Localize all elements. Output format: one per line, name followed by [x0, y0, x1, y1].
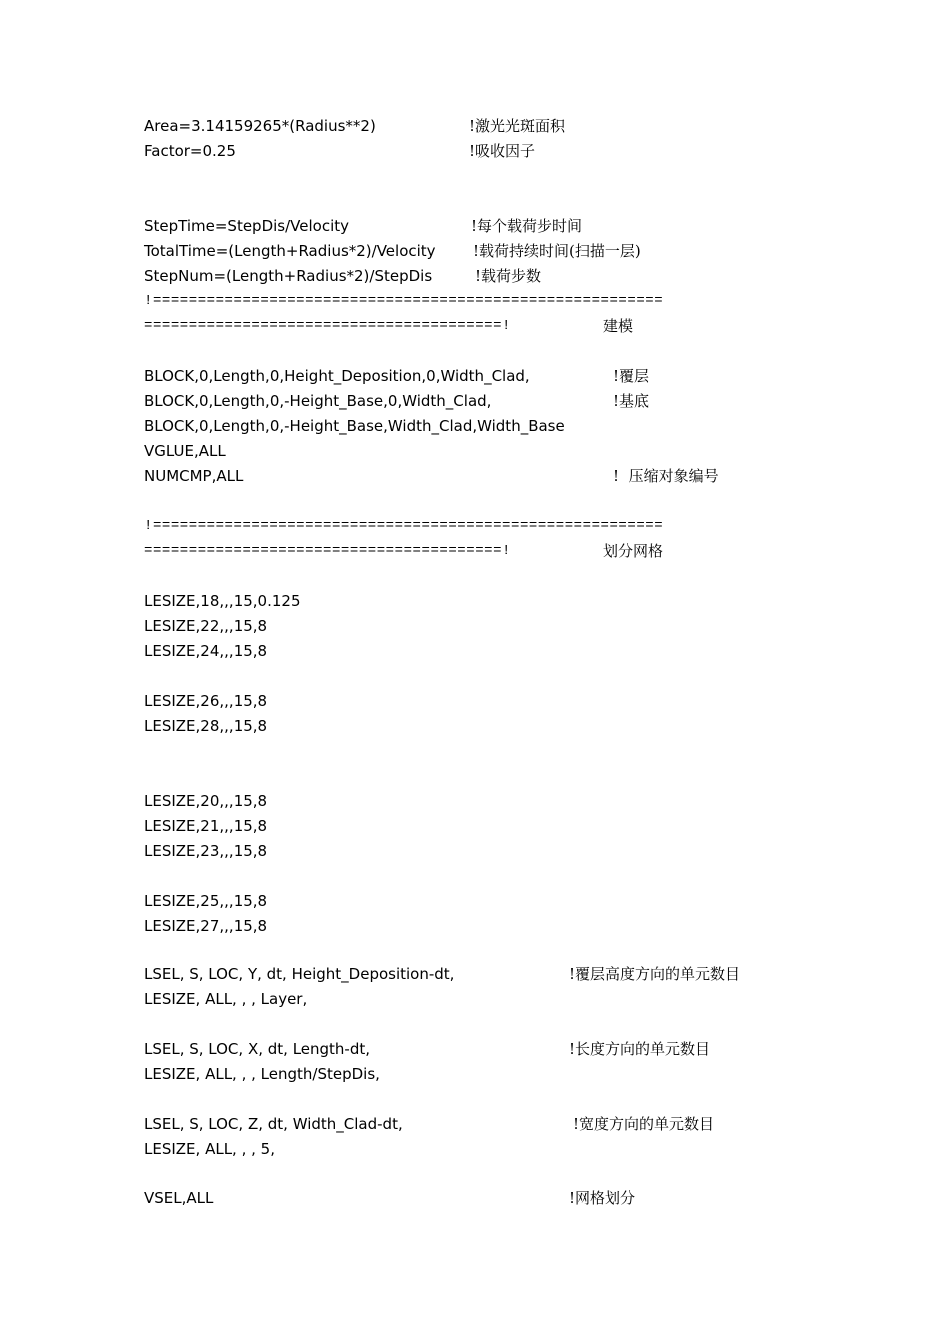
comment: !宽度方向的单元数目: [573, 1115, 715, 1133]
section-heading: 建模: [603, 317, 634, 335]
comment: !激光光斑面积: [469, 117, 566, 135]
code-line: LESIZE,23,,,15,8: [144, 842, 268, 860]
code-line: VGLUE,ALL: [144, 442, 226, 460]
comment: ! 压缩对象编号: [613, 467, 719, 485]
comment: !覆层: [613, 367, 650, 385]
code-line: Factor=0.25: [144, 142, 236, 160]
code-line: LESIZE,22,,,15,8: [144, 617, 268, 635]
comment: !每个载荷步时间: [471, 217, 583, 235]
comment: !载荷持续时间(扫描一层): [473, 242, 641, 260]
separator-line: ========================================!: [144, 318, 512, 334]
code-line: BLOCK,0,Length,0,Height_Deposition,0,Width_Clad,: [144, 367, 530, 385]
code-line: LESIZE, ALL, , , 5,: [144, 1140, 275, 1158]
comment: !基底: [613, 392, 650, 410]
code-line: LESIZE, ALL, , , Layer,: [144, 990, 308, 1008]
code-line: LESIZE,25,,,15,8: [144, 892, 268, 910]
separator-line: ========================================!: [144, 543, 512, 559]
code-line: LSEL, S, LOC, Y, dt, Height_Deposition-dt,: [144, 965, 455, 983]
code-line: LSEL, S, LOC, X, dt, Length-dt,: [144, 1040, 371, 1058]
code-line: Area=3.14159265*(Radius**2): [144, 117, 376, 135]
code-line: TotalTime=(Length+Radius*2)/Velocity: [144, 242, 436, 260]
code-line: LESIZE,28,,,15,8: [144, 717, 268, 735]
code-line: NUMCMP,ALL: [144, 467, 244, 485]
separator-line: !=========================================================: [144, 518, 664, 534]
code-line: LESIZE,20,,,15,8: [144, 792, 268, 810]
code-line: VSEL,ALL: [144, 1189, 214, 1207]
code-line: LSEL, S, LOC, Z, dt, Width_Clad-dt,: [144, 1115, 403, 1133]
comment: !覆层高度方向的单元数目: [569, 965, 741, 983]
code-line: LESIZE,27,,,15,8: [144, 917, 268, 935]
code-line: BLOCK,0,Length,0,-Height_Base,0,Width_Clad,: [144, 392, 492, 410]
section-heading: 划分网格: [603, 542, 664, 560]
comment: !载荷步数: [475, 267, 542, 285]
code-line: LESIZE,21,,,15,8: [144, 817, 268, 835]
code-line: LESIZE,18,,,15,0.125: [144, 592, 301, 610]
code-line: StepNum=(Length+Radius*2)/StepDis: [144, 267, 433, 285]
separator-line: !=========================================================: [144, 293, 664, 309]
code-line: LESIZE,26,,,15,8: [144, 692, 268, 710]
code-line: LESIZE,24,,,15,8: [144, 642, 268, 660]
comment: !长度方向的单元数目: [569, 1040, 711, 1058]
code-line: LESIZE, ALL, , , Length/StepDis,: [144, 1065, 380, 1083]
comment: !网格划分: [569, 1189, 636, 1207]
code-line: BLOCK,0,Length,0,-Height_Base,Width_Clad,Width_Base: [144, 417, 565, 435]
code-line: StepTime=StepDis/Velocity: [144, 217, 350, 235]
comment: !吸收因子: [469, 142, 536, 160]
